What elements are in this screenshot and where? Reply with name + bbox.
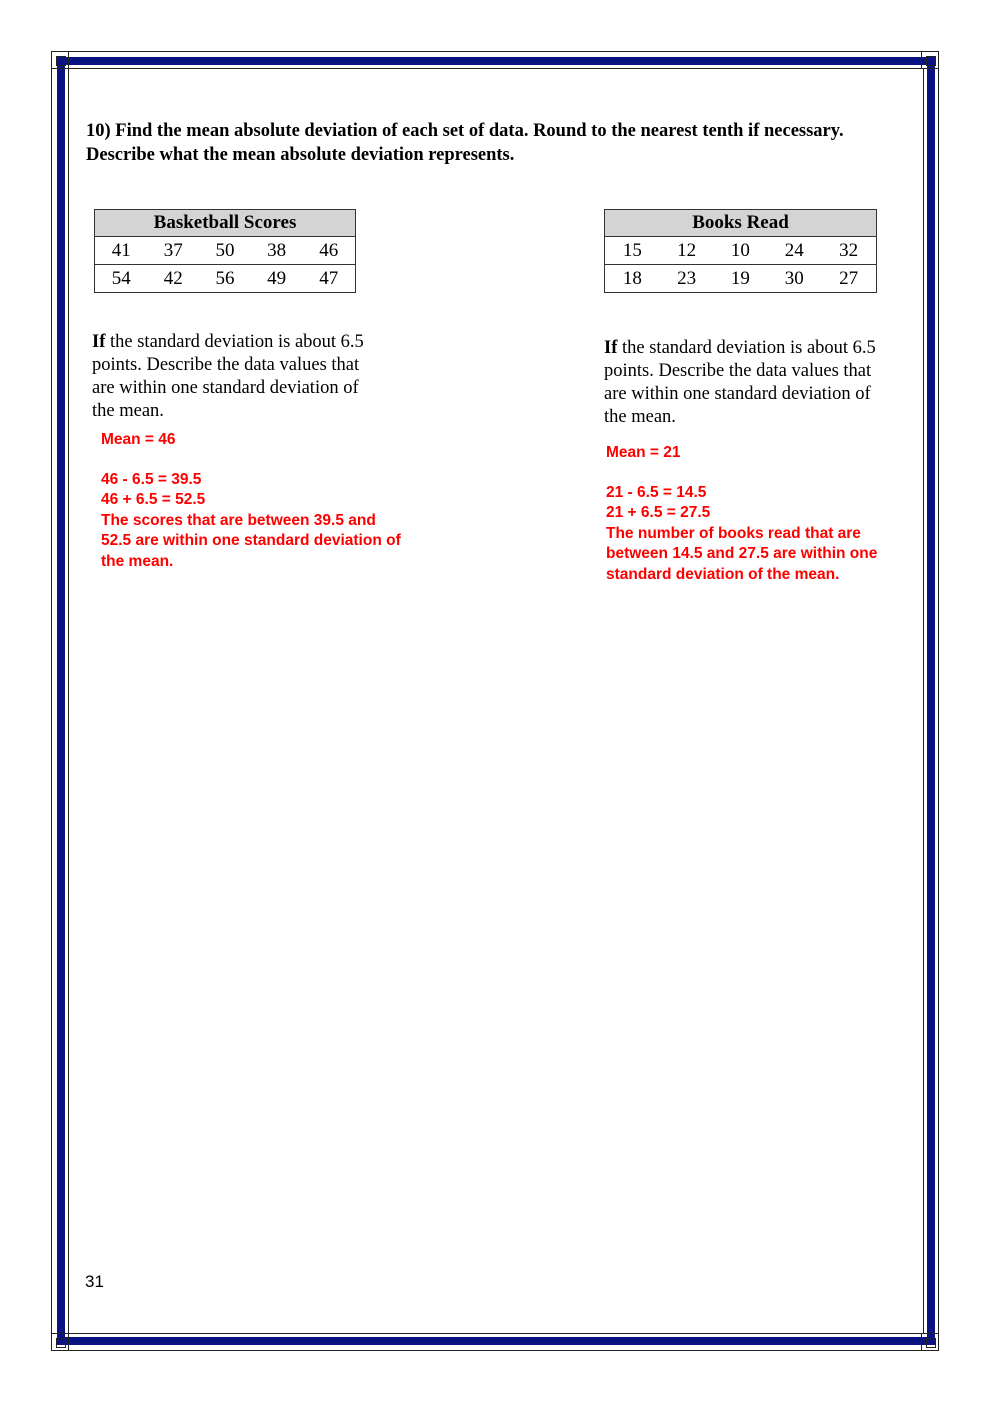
table-row <box>95 265 356 293</box>
answer-line: 46 - 6.5 = 39.5 <box>101 470 202 488</box>
table-row <box>605 237 877 265</box>
corner-ornament-top-right <box>921 51 939 69</box>
answer-line: The scores that are between 39.5 and 52.5 are within one standard deviation of the mean. <box>101 511 401 570</box>
table-cell: 27 <box>821 265 876 293</box>
prompt-lead: If <box>92 332 106 352</box>
table-row <box>605 265 877 293</box>
table-cell: 42 <box>147 265 199 293</box>
table-cell: 12 <box>660 237 714 265</box>
table-cell: 46 <box>302 237 355 265</box>
corner-ornament-top-left <box>51 51 69 69</box>
table-title: Books Read <box>605 210 877 237</box>
answer-mean: Mean = 21 <box>606 444 681 461</box>
answer-mean: Mean = 46 <box>101 431 176 448</box>
answer-line: 46 + 6.5 = 52.5 <box>101 491 206 508</box>
table-cell: 32 <box>821 237 876 265</box>
corner-ornament-bottom-right <box>921 1333 939 1351</box>
table-cell: 18 <box>605 265 660 293</box>
prompt-books <box>604 337 894 429</box>
corner-ornament-bottom-left <box>51 1333 69 1351</box>
table-cell: 30 <box>767 265 821 293</box>
table-cell: 56 <box>199 265 251 293</box>
answer-line: The number of books read that are between 14.5 and 27.5 are within one standard deviation of the mean. <box>606 524 878 583</box>
basketball-scores-table <box>94 209 356 293</box>
table-cell: 15 <box>605 237 660 265</box>
table-title: Basketball Scores <box>95 210 356 237</box>
table-row <box>95 237 356 265</box>
table-cell: 10 <box>714 237 768 265</box>
question-text: 10) Find the mean absolute deviation of each set of data. Round to the nearest tenth if necessary. Describe what the mean absolute deviation represents. <box>86 121 844 165</box>
prompt-lead: If <box>604 338 618 358</box>
answer-books <box>606 443 911 585</box>
books-read-table <box>604 209 877 293</box>
table-cell: 54 <box>95 265 148 293</box>
prompt-basketball <box>92 331 382 423</box>
table-cell: 41 <box>95 237 148 265</box>
answer-line: 21 + 6.5 = 27.5 <box>606 504 711 521</box>
table-cell: 49 <box>251 265 303 293</box>
table-cell: 37 <box>147 237 199 265</box>
table-cell: 38 <box>251 237 303 265</box>
prompt-body: the standard deviation is about 6.5 points. Describe the data values that are within one standard deviation of the mean. <box>604 338 876 427</box>
table-cell: 50 <box>199 237 251 265</box>
page-number: 31 <box>85 1272 104 1291</box>
table-cell: 47 <box>302 265 355 293</box>
answer-basketball <box>101 430 401 572</box>
table-cell: 19 <box>714 265 768 293</box>
prompt-body: the standard deviation is about 6.5 points. Describe the data values that are within one standard deviation of the mean. <box>92 332 364 421</box>
answer-line: 21 - 6.5 = 14.5 <box>606 483 707 501</box>
table-cell: 24 <box>767 237 821 265</box>
table-cell: 23 <box>660 265 714 293</box>
